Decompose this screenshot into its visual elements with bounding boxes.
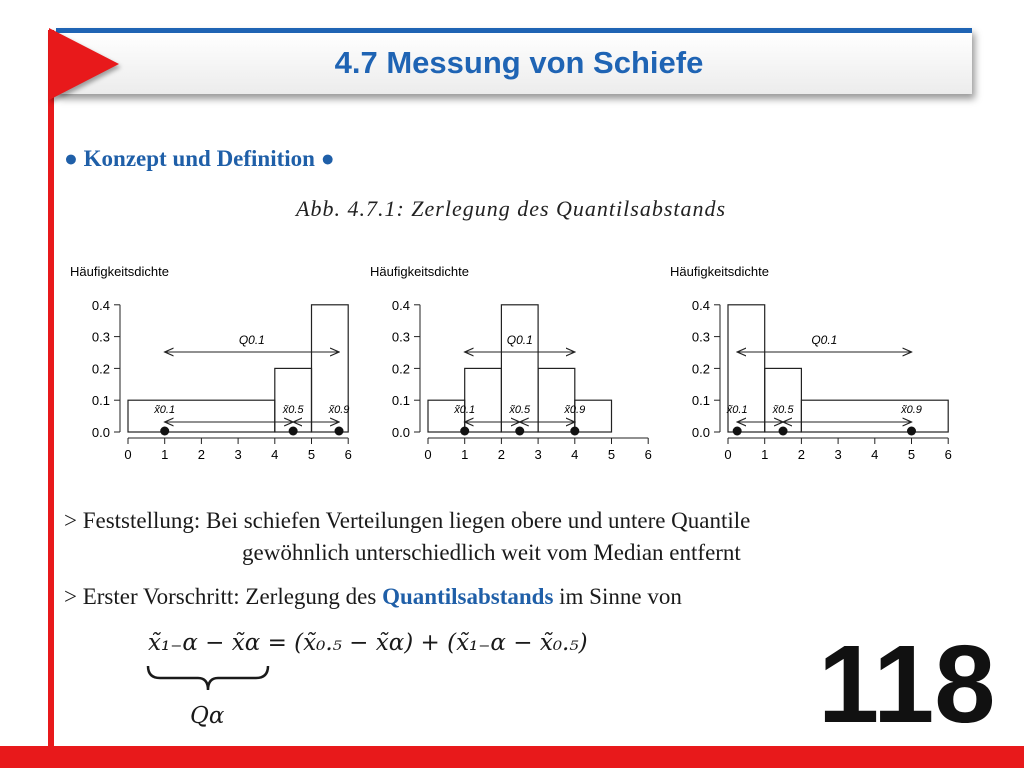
chart3-xtick-label: 6 [944, 447, 952, 462]
chart1-quantile-point [335, 427, 344, 436]
chart3-quantile-label: x̃0.5 [772, 404, 794, 416]
chart1-xtick-label: 3 [234, 447, 242, 462]
chart3-quantile-point [733, 427, 742, 436]
chart3-xtick-label: 1 [761, 447, 769, 462]
chart2-ytick-label: 0.4 [391, 297, 410, 313]
chart3-xtick-label: 4 [871, 447, 879, 462]
chart2-ylabel: Häufigkeitsdichte [370, 264, 469, 279]
bullet-feststellung-line2: gewöhnlich unterschiedlich weit vom Median entfernt [242, 540, 741, 565]
chart1-ytick-label: 0.4 [91, 297, 110, 313]
chart3-quantile-label: x̃0.9 [901, 404, 922, 416]
chart2-ytick-label: 0.2 [391, 361, 410, 377]
chart1-xtick-label: 1 [161, 447, 169, 462]
bullet-vorschritt-prefix: > Erster Vorschritt: Zerlegung des [64, 584, 383, 609]
slide-title: 4.7 Messung von Schiefe [334, 45, 704, 80]
chart1-quantile-label: x̃0.1 [154, 404, 176, 416]
chart3-ytick-label: 0.0 [691, 425, 710, 440]
chart1-quantile-point [160, 427, 169, 436]
chart3-quantile-point [907, 427, 916, 436]
bottom-red-rule [0, 746, 1024, 768]
chart2-quantile-label: x̃0.1 [454, 404, 476, 416]
chart1-ylabel: Häufigkeitsdichte [70, 264, 169, 279]
page-number: 118 [818, 623, 996, 746]
chart1-ytick-label: 0.0 [91, 425, 110, 440]
chart2-quantile-point [460, 427, 469, 436]
chart1-ytick-label: 0.1 [91, 393, 110, 409]
chart1-quantile-label: x̃0.9 [328, 404, 350, 416]
chart1-xtick-label: 2 [197, 447, 206, 462]
chart2-ytick-label: 0.1 [391, 393, 410, 409]
chart3-ytick-label: 0.4 [691, 297, 710, 313]
chart3-bar [801, 400, 948, 432]
chart1-quantile-point [289, 427, 298, 436]
bullet-feststellung-line1: > Feststellung: Bei schiefen Verteilungen liegen obere und untere Quantile [64, 508, 751, 533]
chart2-xtick-label: 5 [607, 447, 616, 462]
chart2-xtick-label: 0 [424, 447, 432, 462]
chart2-quantile-label: x̃0.5 [509, 404, 531, 416]
chart2-xtick-label: 6 [644, 447, 652, 462]
q-alpha-label: Qα [190, 703, 225, 729]
chart1-xtick-label: 6 [344, 447, 352, 462]
chart2-ytick-label: 0.0 [391, 425, 410, 440]
chart1-quantile-label: x̃0.5 [282, 404, 304, 416]
chart2-xtick-label: 3 [534, 447, 542, 462]
chart3-ytick-label: 0.2 [691, 361, 710, 377]
chart2-xtick-label: 1 [461, 447, 469, 462]
chart2-q-range-label: Q0.1 [506, 333, 533, 347]
chart2-quantile-point [570, 427, 579, 436]
chart3-xtick-label: 3 [834, 447, 842, 462]
chart3-q-range-label: Q0.1 [811, 333, 838, 347]
chart1-xtick-label: 4 [271, 447, 279, 462]
chart2-quantile-label: x̃0.9 [564, 404, 586, 416]
chart1-bar [128, 400, 275, 432]
chart1-ytick-label: 0.2 [91, 361, 110, 377]
underbrace-icon [146, 664, 270, 696]
chart2-xtick-label: 4 [571, 447, 579, 462]
chart3-ylabel: Häufigkeitsdichte [670, 264, 769, 279]
chart3-quantile-label: x̃0.1 [726, 404, 748, 416]
chart2-quantile-point [515, 427, 524, 436]
chart3-xtick-label: 0 [724, 447, 732, 462]
section-heading: ● Konzept und Definition ● [64, 146, 335, 171]
chart1-ytick-label: 0.3 [91, 329, 110, 345]
chart3-quantile-point [779, 427, 788, 436]
chart3-xtick-label: 5 [907, 447, 916, 462]
chart3-ytick-label: 0.1 [691, 393, 710, 409]
bullet-vorschritt [64, 584, 682, 610]
figure-caption: Abb. 4.7.1: Zerlegung des Quantilsabstands [296, 196, 727, 221]
bullet-vorschritt-suffix: im Sinne von [553, 584, 682, 609]
chart1-xtick-label: 0 [124, 447, 132, 462]
chart3-xtick-label: 2 [797, 447, 806, 462]
chart3-ytick-label: 0.3 [691, 329, 710, 345]
chart1-xtick-label: 5 [307, 447, 316, 462]
chart1-q-range-label: Q0.1 [238, 333, 265, 347]
chart2-ytick-label: 0.3 [391, 329, 410, 345]
decomposition-formula: x̃₁₋α − x̃α = (x̃₀.₅ − x̃α) + (x̃₁₋α − x̃₀.₅) [148, 630, 588, 656]
highlight-quantilsabstands: Quantilsabstands [382, 584, 554, 609]
chart2-xtick-label: 2 [497, 447, 506, 462]
